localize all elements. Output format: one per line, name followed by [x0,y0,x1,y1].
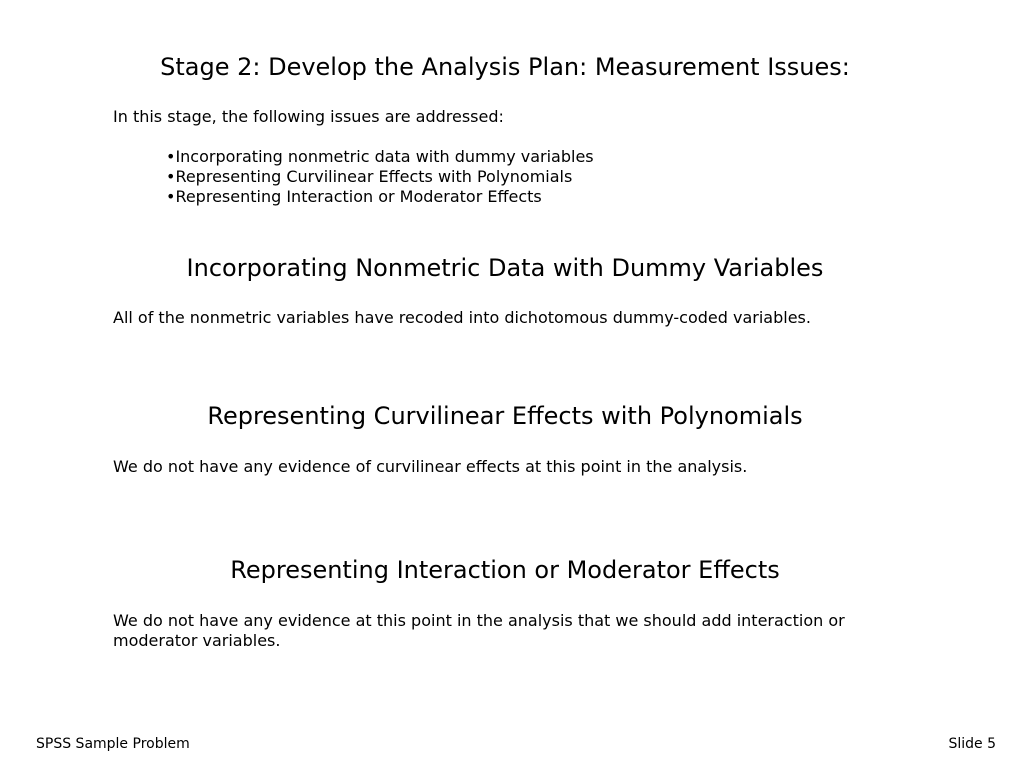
list-item: •Representing Curvilinear Effects with Polynomials [166,167,573,186]
section-heading-dummy-variables: Incorporating Nonmetric Data with Dummy Variables [186,254,824,282]
slide-number: Slide 5 [948,736,996,752]
list-item: •Representing Interaction or Moderator Effects [166,187,542,206]
section-heading-interaction: Representing Interaction or Moderator Effects [230,556,780,584]
section-body-dummy-variables: All of the nonmetric variables have recoded into dichotomous dummy-coded variables. [113,308,811,327]
footer-title: SPSS Sample Problem [36,736,190,752]
list-item: •Incorporating nonmetric data with dummy variables [166,147,594,166]
slide-title: Stage 2: Develop the Analysis Plan: Measurement Issues: [160,53,850,81]
intro-text: In this stage, the following issues are addressed: [113,107,504,126]
section-heading-curvilinear: Representing Curvilinear Effects with Polynomials [207,402,803,430]
section-body-curvilinear: We do not have any evidence of curvilinear effects at this point in the analysis. [113,457,748,476]
issues-list [166,147,594,207]
section-body-interaction: We do not have any evidence at this point in the analysis that we should add interaction or moderator variables. [113,611,845,650]
